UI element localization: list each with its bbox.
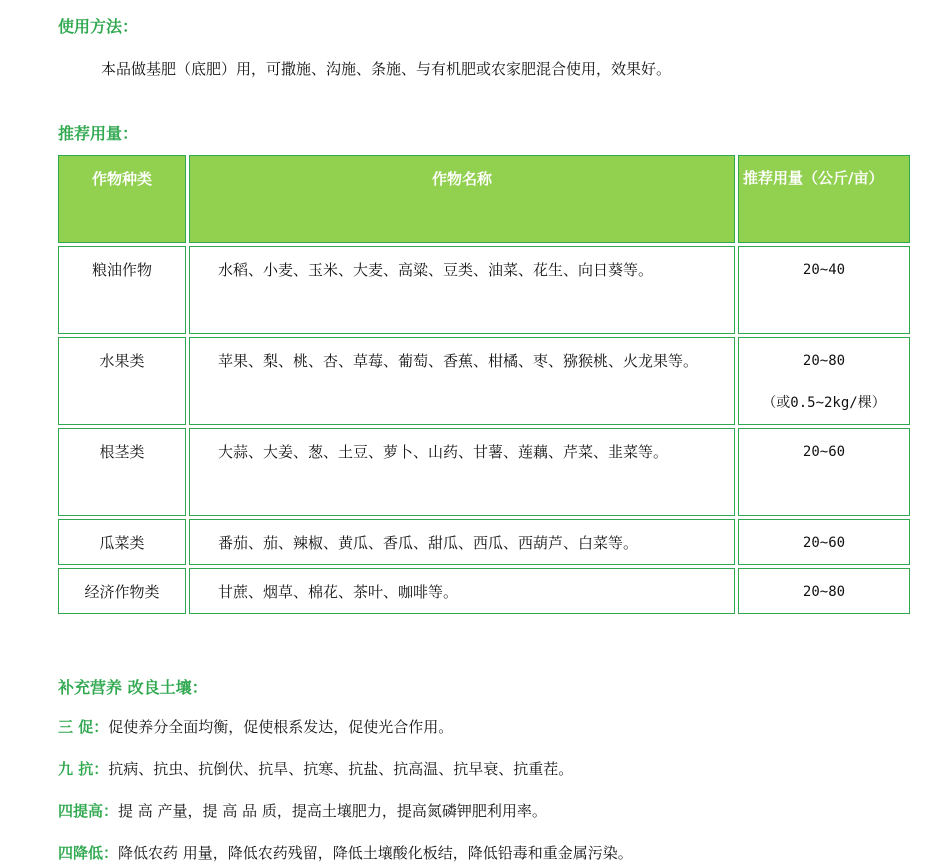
- benefit-label: 四提高：: [58, 802, 119, 820]
- amount-cell: [738, 519, 910, 565]
- dosage-table: [58, 155, 910, 614]
- usage-text: 本品做基肥（底肥）用，可撒施、沟施、条施、与有机肥或农家肥混合使用，效果好。: [101, 60, 672, 78]
- benefit-item: [58, 758, 573, 779]
- amount-cell: [738, 337, 910, 425]
- usage-heading: 使用方法：: [58, 17, 139, 36]
- benefit-item: [58, 800, 547, 821]
- amount-value: 20~80: [802, 584, 846, 600]
- benefit-label: 四降低：: [58, 844, 119, 862]
- benefit-label: 三 促：: [58, 718, 109, 736]
- crop-names-cell: 番茄、茄、辣椒、黄瓜、香瓜、甜瓜、西瓜、西葫芦、白菜等。: [189, 519, 735, 565]
- benefit-text: 促使养分全面均衡，促使根系发达，促使光合作用。: [108, 718, 454, 736]
- amount-value: 20~60: [802, 444, 846, 460]
- amount-value: 20~60: [802, 535, 846, 551]
- table-row: [58, 246, 910, 334]
- amount-value: 20~40: [802, 262, 846, 278]
- benefit-item: [58, 716, 453, 737]
- benefit-label: 九 抗：: [58, 760, 109, 778]
- amount-cell: [738, 428, 910, 516]
- crop-type-cell: 经济作物类: [58, 568, 186, 614]
- header-crop-type: 作物种类: [58, 155, 186, 243]
- crop-names-cell: 水稻、小麦、玉米、大麦、高粱、豆类、油菜、花生、向日葵等。: [189, 246, 735, 334]
- header-amount-text: 推荐用量（公斤/亩）: [743, 169, 884, 187]
- amount-cell: [738, 568, 910, 614]
- crop-names-cell: 苹果、梨、桃、杏、草莓、葡萄、香蕉、柑橘、枣、猕猴桃、火龙果等。: [189, 337, 735, 425]
- benefit-text: 抗病、抗虫、抗倒伏、抗旱、抗寒、抗盐、抗高温、抗早衰、抗重茬。: [108, 760, 574, 778]
- benefit-item: [58, 842, 633, 863]
- crop-type-cell: 水果类: [58, 337, 186, 425]
- benefits-heading: 补充营养 改良土壤：: [58, 678, 208, 697]
- table-header-row: [58, 155, 910, 243]
- header-crop-names: 作物名称: [189, 155, 735, 243]
- crop-type-cell: 根茎类: [58, 428, 186, 516]
- table-row: [58, 568, 910, 614]
- crop-type-cell: 瓜菜类: [58, 519, 186, 565]
- crop-type-cell: 粮油作物: [58, 246, 186, 334]
- crop-names-cell: 大蒜、大姜、葱、土豆、萝卜、山药、甘薯、莲藕、芹菜、韭菜等。: [189, 428, 735, 516]
- header-amount: [738, 155, 910, 243]
- table-row: [58, 519, 910, 565]
- amount-cell: [738, 246, 910, 334]
- crop-names-cell: 甘蔗、烟草、棉花、茶叶、咖啡等。: [189, 568, 735, 614]
- recommend-heading: 推荐用量：: [58, 124, 139, 143]
- amount-note: （或0.5~2kg/棵）: [762, 395, 886, 411]
- table-row: [58, 337, 910, 425]
- table-row: [58, 428, 910, 516]
- benefit-text: 提 高 产量，提 高 品 质，提高土壤肥力，提高氮磷钾肥利用率。: [118, 802, 547, 820]
- benefit-text: 降低农药 用量，降低农药残留，降低土壤酸化板结，降低铅毒和重金属污染。: [118, 844, 633, 862]
- amount-value: 20~80: [802, 353, 846, 369]
